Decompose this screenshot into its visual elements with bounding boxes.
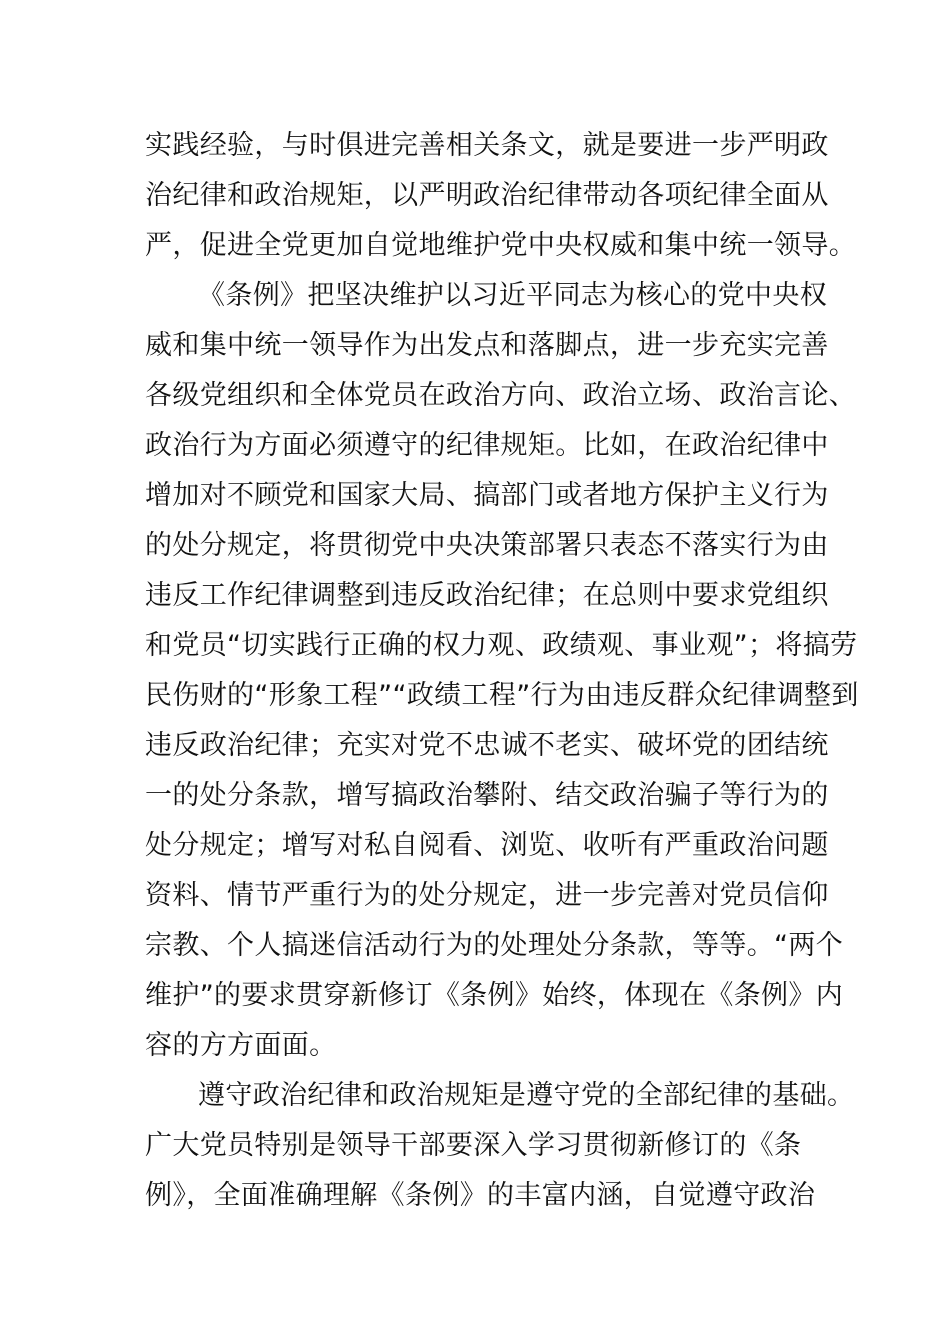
text-line: 资料、情节严重行为的处分规定，进一步完善对党员信仰 xyxy=(145,880,829,911)
text-line: 维护”的要求贯穿新修订《条例》始终，体现在《条例》内 xyxy=(145,980,844,1011)
text-line: 政治行为方面必须遵守的纪律规矩。比如，在政治纪律中 xyxy=(145,430,829,461)
text-line: 宗教、个人搞迷信活动行为的处理处分条款，等等。“两个 xyxy=(145,930,844,961)
text-line: 容的方方面面。 xyxy=(145,1030,337,1061)
text-line: 严，促进全党更加自觉地维护党中央权威和集中统一领导。 xyxy=(145,230,857,261)
text-line: 广大党员特别是领导干部要深入学习贯彻新修订的《条 xyxy=(145,1130,802,1161)
text-line: 实践经验，与时俱进完善相关条文，就是要进一步严明政 xyxy=(145,130,829,161)
text-line: 民伤财的“形象工程”“政绩工程”行为由违反群众纪律调整到 xyxy=(145,680,859,711)
paragraph-first-line: 《条例》把坚决维护以习近平同志为核心的党中央权 xyxy=(198,280,828,311)
text-line: 一的处分条款，增写搞政治攀附、结交政治骗子等行为的 xyxy=(145,780,829,811)
text-line: 增加对不顾党和国家大局、搞部门或者地方保护主义行为 xyxy=(145,480,829,511)
text-line: 各级党组织和全体党员在政治方向、政治立场、政治言论、 xyxy=(145,380,857,411)
text-line: 的处分规定，将贯彻党中央决策部署只表态不落实行为由 xyxy=(145,530,829,561)
paragraph-first-line: 遵守政治纪律和政治规矩是遵守党的全部纪律的基础。 xyxy=(198,1080,855,1111)
text-line: 处分规定；增写对私自阅看、浏览、收听有严重政治问题 xyxy=(145,830,829,861)
text-line: 威和集中统一领导作为出发点和落脚点，进一步充实完善 xyxy=(145,330,829,361)
text-line: 违反政治纪律；充实对党不忠诚不老实、破坏党的团结统 xyxy=(145,730,829,761)
text-line: 治纪律和政治规矩，以严明政治纪律带动各项纪律全面从 xyxy=(145,180,829,211)
text-line: 和党员“切实践行正确的权力观、政绩观、事业观”；将搞劳 xyxy=(145,630,858,661)
text-line: 违反工作纪律调整到违反政治纪律；在总则中要求党组织 xyxy=(145,580,829,611)
text-line: 例》，全面准确理解《条例》的丰富内涵，自觉遵守政治 xyxy=(145,1180,816,1211)
